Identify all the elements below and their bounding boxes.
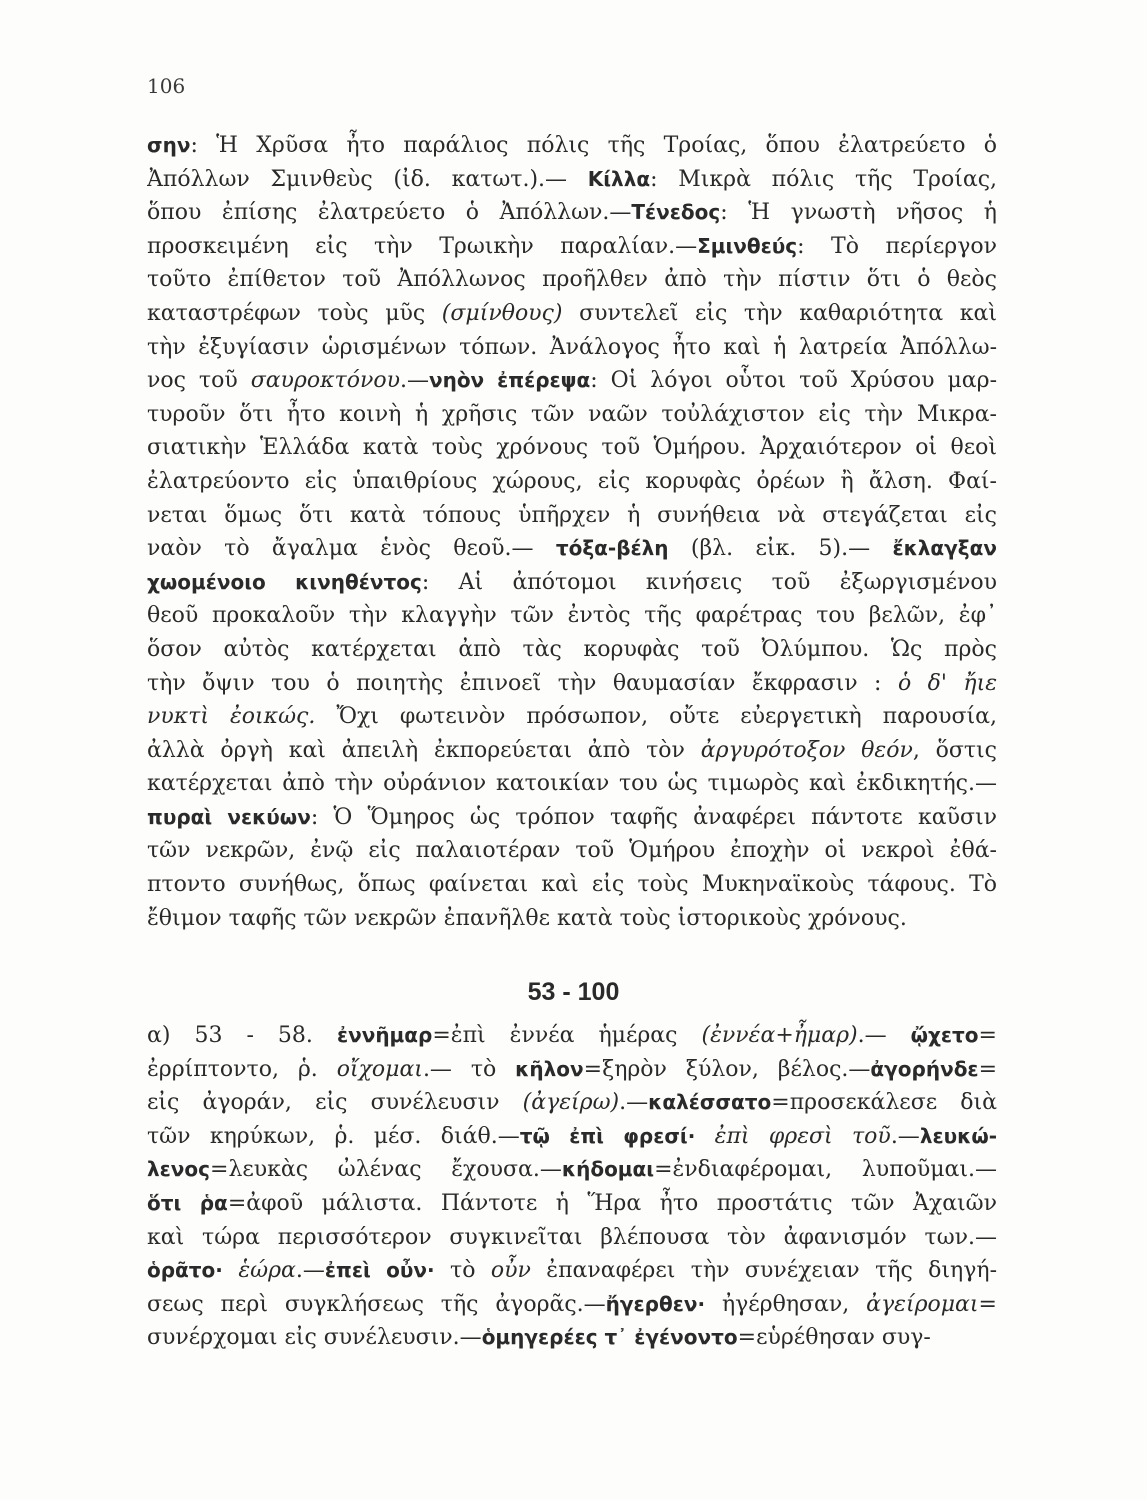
text-line [147,1321,997,1355]
text-run: ἐπαναφέρει τὴν συνέχειαν τῆς διηγή- [530,1258,997,1284]
text-line [147,633,997,667]
text-line [147,1086,997,1120]
lemma-bold: καλέσσατο [648,1090,772,1115]
text-run: ἔθιμον ταφῆς τῶν νεκρῶν ἐπανῆλθε κατὰ τοὺς ἱστορικοὺς χρόνους. [147,905,907,931]
text-line [147,499,997,533]
text-run: =ξηρὸν ξύλον, βέλος.— [583,1056,871,1082]
text-italic: σαυροκτόνου [250,368,400,394]
text-run: προσκειμένη εἰς τὴν Τρωικὴν παραλίαν.— [147,233,698,259]
text-run: θεοῦ προκαλοῦν τὴν κλαγγὴν τῶν ἐντὸς τῆς φαρέτρας του βελῶν, ἐφ᾽ [147,603,997,629]
text-run: ἐλατρεύοντο εἰς ὑπαιθρίους χώρους, εἰς κορυφὰς ὀρέων ἢ ἄλση. Φαί- [147,468,997,494]
text-line [147,465,997,499]
text-line [147,532,997,566]
text-line [147,902,997,936]
lemma-bold: ἔκλαγξαν [892,536,997,561]
text-run: τῶν κηρύκων, ῥ. μέσ. διάθ.— [147,1123,520,1149]
text-line [147,1221,997,1255]
text-run: .— [399,368,429,394]
page-number: 106 [147,74,186,98]
text-line [147,1120,997,1154]
lemma-bold: κῆλον [515,1056,584,1081]
lemma-bold: χωομένοιο κινηθέντος [147,569,422,594]
text-run [223,1258,238,1283]
text-run [695,1124,714,1149]
text-line [147,230,997,264]
lemma-bold: νηὸν ἐπέρεψα [428,368,591,393]
lemma-bold: ὅτι ῥα [147,1190,228,1215]
text-line [147,700,997,734]
text-italic: (σμίνθους) [441,300,563,326]
lemma-bold: τόξα-βέλη [555,536,669,561]
text-line [147,801,997,835]
text-run: συνέρχομαι εἰς συνέλευσιν.— [147,1325,482,1351]
lemma-bold: ὁμηγερέες τ᾽ ἐγένοντο [481,1325,738,1350]
text-run: .— τὸ [422,1056,516,1082]
glossary-paragraph [147,1019,997,1355]
text-run: .— [890,1123,920,1149]
text-run: ναὸν τὸ ἄγαλμα ἑνὸς θεοῦ.— [147,536,556,562]
text-run: τὴν ὄψιν του ὁ ποιητὴς ἐπινοεῖ τὴν θαυμασίαν ἔκφρασιν : [147,670,898,696]
text-italic: ἀργυρότοξον θεόν [700,737,913,763]
text-line [147,263,997,297]
lemma-bold: ἐννῆμαρ [336,1023,433,1047]
text-italic: (ἐννέα+ἦμαρ) [701,1023,858,1048]
text-run: : Αἱ ἀπότομοι κινήσεις τοῦ ἐξωργισμένου [421,569,997,595]
text-run: ἀλλὰ ὀργὴ καὶ ἀπειλὴ ἐκπορεύεται ἀπὸ τὸν [147,737,701,763]
text-run: τῶν νεκρῶν, ἐνῷ εἰς παλαιοτέραν τοῦ Ὁμήρου ἐποχὴν οἱ νεκροὶ ἐθά- [147,838,997,864]
text-line [147,398,997,432]
lemma-bold: Κίλλα [587,166,651,191]
text-run: τοῦτο ἐπίθετον τοῦ Ἀπόλλωνος προῆλθεν ἀπὸ τὴν πίστιν ὅτι ὁ θεὸς [147,267,997,293]
commentary-paragraph [147,129,997,935]
text-run: πτοντο συνήθως, ὅπως φαίνεται καὶ εἰς τοὺς Μυκηναϊκοὺς τάφους. Τὸ [147,872,997,898]
text-line [147,734,997,768]
text-run: : Οἱ λόγοι οὗτοι τοῦ Χρύσου μαρ- [590,368,997,394]
text-line [147,331,997,365]
text-run: τυροῦν ὅτι ἦτο κοινὴ ἡ χρῆσις τῶν ναῶν τοὐλάχιστον εἰς τὴν Μικρα- [147,401,997,427]
text-run: Ἀπόλλων Σμινθεὺς (ἰδ. κατωτ.).— [147,166,588,192]
lemma-bold: ἤγερθεν· [605,1291,706,1316]
lemma-bold: λευκώ- [919,1123,997,1148]
lemma-bold: λενος [147,1157,211,1182]
text-run: =ἐπὶ ἐννέα ἡμέρας [432,1023,702,1048]
text-run: καταστρέφων τοὺς μῦς [147,300,442,326]
text-line [147,1019,997,1053]
lemma-bold: ἀγορήνδε [870,1056,979,1081]
text-run: ἐρρίπτοντο, ῥ. [147,1056,337,1082]
text-line [147,431,997,465]
lemma-bold: κήδομαι [561,1157,655,1182]
text-run: , ὅστις [912,737,997,763]
lemma-bold: σην [147,133,191,157]
text-run: =εὑρέθησαν συγ- [737,1325,931,1351]
lemma-bold: ὁρᾶτο· [147,1258,223,1283]
text-run: ἠγέρθησαν, [705,1291,867,1317]
text-run: .— [295,1258,325,1284]
text-line [147,599,997,633]
text-run: Ὄχι φωτεινὸν πρόσωπον, οὔτε εὐεργετικὴ παρουσία, [315,704,997,730]
text-run: : Ἡ γνωστὴ νῆσος ἡ [720,200,997,226]
text-run: νεται ὅμως ὅτι κατὰ τόπους ὑπῆρχεν ἡ συνήθεια νὰ στεγάζεται εἰς [147,502,997,528]
text-italic: οὖν [490,1258,531,1284]
text-run: σεως περὶ συγκλήσεως τῆς ἀγορᾶς.— [147,1291,606,1317]
section-heading: 53 - 100 [527,978,620,1006]
lemma-bold: ἐπεὶ οὖν· [324,1258,435,1283]
lemma-bold: Σμινθεύς [697,233,798,258]
text-line [147,767,997,801]
text-run: νος τοῦ [147,368,251,394]
text-run: .— [619,1090,649,1116]
text-italic: οἴχομαι [336,1056,423,1082]
text-line [147,129,997,163]
text-run: συντελεῖ εἰς τὴν καθαριότητα καὶ [562,300,997,326]
text-line [147,1288,997,1322]
text-run: = [978,1291,997,1317]
text-italic: ἑώρα [238,1258,296,1284]
lemma-bold: Τένεδος [631,200,721,225]
lemma-bold: πυραὶ νεκύων [147,804,311,829]
text-run: =ἀφοῦ μάλιστα. Πάντοτε ἡ Ἥρα ἦτο προστάτις τῶν Ἀχαιῶν [227,1190,997,1216]
text-run: τὸ [434,1258,491,1284]
text-line [147,163,997,197]
text-run: : Ὁ Ὅμηρος ὡς τρόπον ταφῆς ἀναφέρει πάντοτε καῦσιν [310,804,997,830]
text-run: =ἐνδιαφέρομαι, λυποῦμαι.— [654,1157,997,1183]
text-run: =λευκὰς ὠλένας ἔχουσα.— [210,1157,562,1183]
text-italic: νυκτὶ ἐοικώς. [147,704,316,730]
text-run: = [978,1023,997,1048]
text-italic: ἐπὶ φρεσὶ τοῦ [714,1123,891,1149]
text-run: κατέρχεται ἀπὸ τὴν οὐράνιον κατοικίαν του ὡς τιμωρὸς καὶ ἐκδικητής.— [147,771,997,797]
text-line [147,868,997,902]
text-line [147,1153,997,1187]
text-line [147,1254,997,1288]
text-run: ὅσον αὐτὸς κατέρχεται ἀπὸ τὰς κορυφὰς τοῦ Ὀλύμπου. Ὡς πρὸς [147,636,997,662]
text-run: : Μικρὰ πόλις τῆς Τροίας, [650,166,997,192]
text-italic: (ἀγείρω) [522,1090,620,1116]
text-line [147,834,997,868]
text-run: = [978,1056,997,1082]
text-run: : Ἡ Χρῦσα ἦτο παράλιος πόλις τῆς Τροίας, ὅπου ἐλατρεύετο ὁ [190,133,997,158]
text-run: =προσεκάλεσε διὰ [771,1090,997,1116]
text-line [147,364,997,398]
text-line [147,566,997,600]
lemma-bold: τῷ ἐπὶ φρεσί· [519,1123,696,1148]
text-line [147,196,997,230]
text-run: τὴν ἐξυγίασιν ὡρισμένων τόπων. Ἀνάλογος ἦτο καὶ ἡ λατρεία Ἀπόλλω- [147,334,997,360]
text-line [147,1187,997,1221]
text-run: (βλ. εἰκ. 5).— [668,536,893,562]
text-italic: ἀγείρομαι [866,1291,979,1317]
text-line [147,297,997,331]
text-run: α) 53 - 58. [147,1023,337,1048]
text-run: : Τὸ περίεργον [797,233,997,259]
text-run: καὶ τώρα περισσότερον συγκινεῖται βλέπουσα τὸν ἀφανισμόν των.— [147,1224,997,1250]
text-run: ὅπου ἐπίσης ἐλατρεύετο ὁ Ἀπόλλων.— [147,200,632,226]
text-run: σιατικὴν Ἑλλάδα κατὰ τοὺς χρόνους τοῦ Ὁμήρου. Ἀρχαιότερον οἱ θεοὶ [147,435,997,461]
text-run: .— [857,1023,911,1048]
text-italic: ὁ δ' ἤιε [897,670,997,696]
text-run: εἰς ἀγοράν, εἰς συνέλευσιν [147,1090,523,1116]
lemma-bold: ᾤχετο [910,1023,979,1047]
text-line [147,667,997,701]
text-line [147,1053,997,1087]
